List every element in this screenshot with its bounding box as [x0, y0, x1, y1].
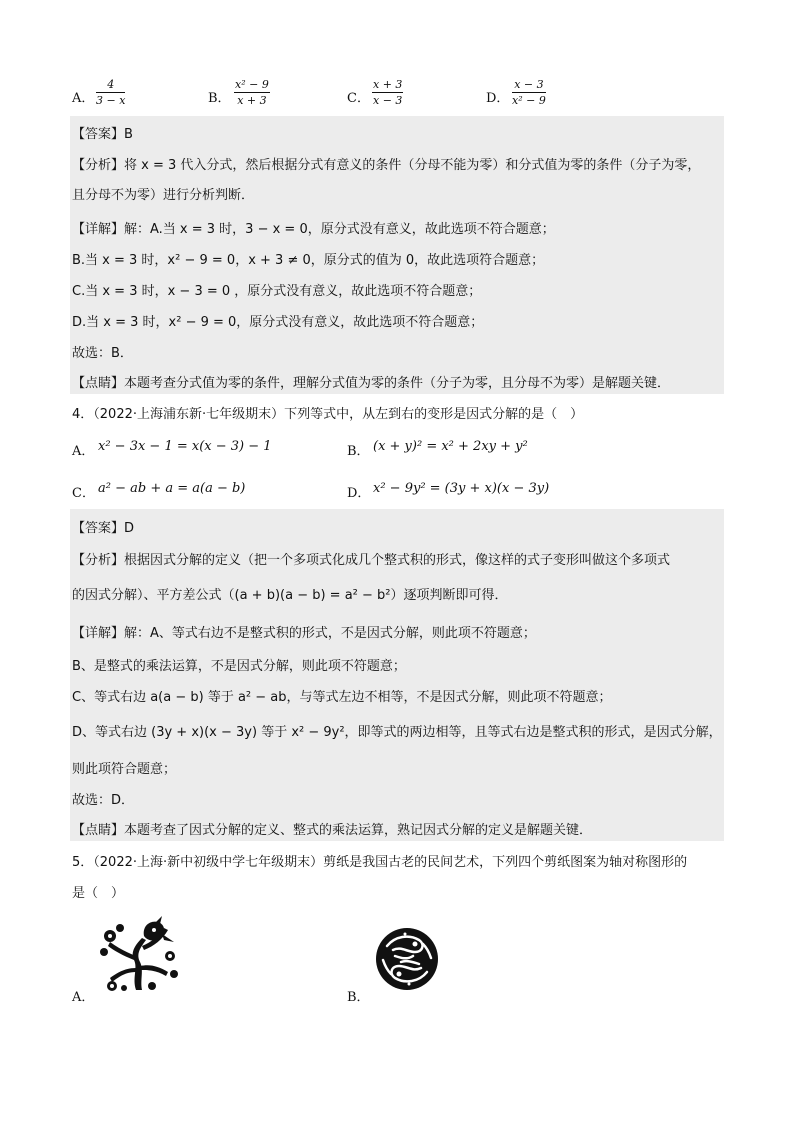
q3-option-d-fraction: [512, 78, 546, 107]
q3-analysis-line-1: 【分析】将 x = 3 代入分式，然后根据分式有意义的条件（分母不能为零）和分式值为零的条件（分子为零，: [72, 158, 701, 173]
q5-option-b-label: B．: [347, 990, 370, 1005]
q4-detail-line-4: D、等式右边 (3y + x)(x − 3y) 等于 x² − 9y²，即等式的两边相等，且等式右边是整式积的形式，是因式分解，: [72, 725, 722, 740]
q4-option-d-expr: x² − 9y² = (3y + x)(x − 3y): [373, 481, 550, 496]
tree-papercut-icon: [98, 916, 182, 992]
q3-option-b-fraction: [234, 78, 270, 107]
q3-analysis-line-2: 且分母不为零）进行分析判断．: [72, 188, 255, 203]
q3-option-c-numerator: x + 3: [373, 78, 403, 91]
q5-stem-line-2: 是（ ）: [72, 886, 125, 901]
q3-option-c-fraction: [372, 78, 403, 107]
q4-option-a-expr: x² − 3x − 1 = x(x − 3) − 1: [98, 439, 272, 454]
q5-option-a-label: A．: [72, 990, 95, 1005]
q4-option-c-label: C．: [72, 486, 95, 501]
q4-answer: 【答案】D: [72, 521, 135, 536]
q3-comment: 【点睛】本题考查分式值为零的条件，理解分式值为零的条件（分子为零，且分母不为零）是解题关键．: [72, 376, 671, 391]
q4-option-c-expr: a² − ab + a = a(a − b): [98, 481, 246, 496]
q3-option-c-label: C．: [347, 91, 370, 106]
q3-option-a-denominator: 3 − x: [96, 94, 126, 107]
q4-analysis-line-1: 【分析】根据因式分解的定义（把一个多项式化成几个整式积的形式，像这样的式子变形叫做这个多项式: [72, 553, 671, 568]
q4-analysis-line-2: 的因式分解）、平方差公式（(a + b)(a − b) = a² − b²）逐项判断即可得．: [72, 588, 508, 603]
q5-stem-line-1: 5．（2022·上海·新中初级中学七年级期末）剪纸是我国古老的民间艺术，下列四个剪纸图案为轴对称图形的: [72, 855, 688, 870]
q3-option-b-denominator: x + 3: [237, 94, 267, 107]
fish-circle-papercut-icon: [375, 926, 439, 992]
q3-answer: 【答案】B: [72, 127, 133, 142]
q3-option-d-denominator: x² − 9: [512, 94, 546, 107]
q3-detail-line-4: D.当 x = 3 时，x² − 9 = 0，原分式没有意义，故此选项不符合题意；: [72, 315, 484, 330]
q4-option-a-label: A．: [72, 444, 95, 459]
q4-detail-line-5: 则此项符合题意；: [72, 762, 177, 777]
q3-conclusion: 故选：B．: [72, 346, 133, 361]
q3-option-d-numerator: x − 3: [512, 78, 546, 93]
q4-detail-line-3: C、等式右边 a(a − b) 等于 a² − ab，与等式左边不相等，不是因式分解，则此项不符题意；: [72, 690, 612, 705]
q3-option-b-numerator: x² − 9: [235, 78, 269, 91]
q3-option-c-denominator: x − 3: [373, 94, 403, 107]
q4-option-b-expr: (x + y)² = x² + 2xy + y²: [373, 439, 528, 454]
q4-conclusion: 故选：D．: [72, 793, 135, 808]
q4-detail-line-1: 【详解】解：A、等式右边不是整式积的形式，不是因式分解，则此项不符题意；: [72, 626, 536, 641]
q3-option-a-numerator: 4: [96, 78, 125, 93]
q3-option-b-label: B．: [208, 91, 231, 106]
q3-option-d-label: D．: [486, 91, 510, 106]
q4-detail-line-2: B、是整式的乘法运算，不是因式分解，则此项不符题意；: [72, 659, 406, 674]
q4-option-b-label: B．: [347, 444, 370, 459]
q4-option-d-label: D．: [347, 486, 371, 501]
q3-detail-line-1: 【详解】解：A.当 x = 3 时，3 − x = 0，原分式没有意义，故此选项不符合题意；: [72, 222, 555, 237]
q4-stem: 4．（2022·上海浦东新·七年级期末）下列等式中，从左到右的变形是因式分解的是（ ）: [72, 407, 584, 422]
q3-option-a-label: A．: [72, 91, 95, 106]
q3-detail-line-2: B.当 x = 3 时，x² − 9 = 0，x + 3 ≠ 0，原分式的值为 0，故此选项符合题意；: [72, 253, 545, 268]
q4-comment: 【点睛】本题考查了因式分解的定义、整式的乘法运算，熟记因式分解的定义是解题关键．: [72, 823, 593, 838]
q3-detail-line-3: C.当 x = 3 时，x − 3 = 0 ，原分式没有意义，故此选项不符合题意；: [72, 284, 482, 299]
q3-option-a-fraction: [96, 78, 125, 107]
